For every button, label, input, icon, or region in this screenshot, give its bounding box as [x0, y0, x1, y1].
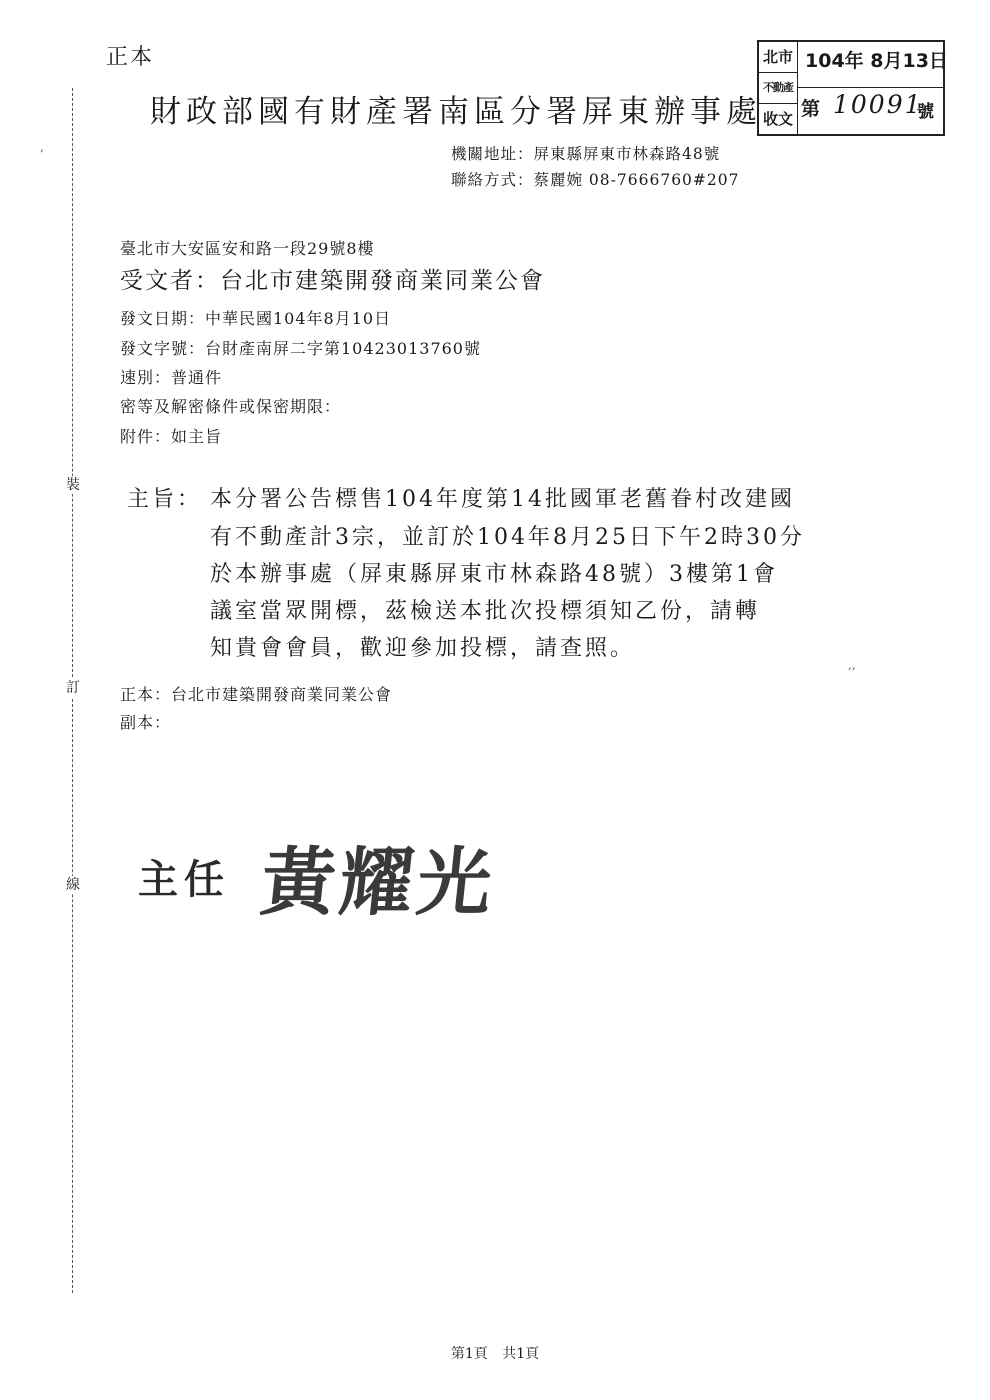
stamp-date: 104年 8月13日	[805, 50, 948, 72]
subject-line: 本分署公告標售104年度第14批國軍老舊眷村改建國	[210, 487, 795, 512]
attachment: 附件：如主旨	[120, 427, 223, 446]
agency-address: 機關地址：屏東縣屏東市林森路48號	[451, 145, 721, 163]
stamp-number: 10091	[833, 90, 923, 119]
receipt-stamp	[757, 40, 948, 136]
stamp-office-column	[759, 42, 798, 134]
stamp-number-label: 第	[801, 98, 821, 120]
secrecy-level: 密等及解密條件或保密期限：	[120, 397, 342, 416]
stamp-number-suffix: 號	[917, 102, 934, 122]
scan-speck: ,,	[848, 658, 856, 672]
agency-contact: 聯絡方式：蔡麗婉 08-7666760#207	[451, 171, 740, 189]
stamp-divider	[797, 87, 943, 88]
subject-line: 於本辦事處（屏東縣屏東市林森路48號）3樓第1會	[210, 562, 778, 587]
binding-mark-xian: 線	[63, 876, 83, 894]
stamp-office-sub: 不動產	[759, 73, 797, 104]
scan-speck: ,	[40, 140, 44, 154]
issuing-organization: 財政部國有財產署南區分署屏東辦事處	[150, 94, 762, 130]
binding-mark-zhuang: 裝	[63, 476, 83, 494]
signature-name: 黃耀光	[256, 840, 500, 926]
binding-mark-ding: 訂	[63, 679, 83, 697]
stamp-receipt: 收文	[762, 110, 793, 128]
signature-title: 主任	[138, 857, 230, 903]
subject-line: 知貴會會員，歡迎參加投標，請查照。	[210, 636, 636, 661]
delivery-speed: 速別：普通件	[120, 368, 223, 387]
subject-line: 議室當眾開標，茲檢送本批次投標須知乙份，請轉	[210, 599, 761, 624]
page-footer: 第1頁 共1頁	[450, 1346, 540, 1362]
document-number: 發文字號：台財產南屏二字第10423013760號	[120, 339, 481, 358]
distribution-original: 正本：台北市建築開發商業同業公會	[120, 685, 393, 704]
subject-line: 有不動產計3宗，並訂於104年8月25日下午2時30分	[210, 525, 805, 550]
stamp-office: 北市	[759, 42, 797, 73]
recipient-address: 臺北市大安區安和路一段29號8樓	[120, 239, 375, 258]
copy-type-label: 正本	[106, 45, 155, 70]
issue-date: 發文日期：中華民國104年8月10日	[120, 309, 392, 328]
subject-label: 主旨：	[127, 487, 203, 512]
distribution-copy: 副本：	[120, 713, 172, 732]
recipient: 受文者：台北市建築開發商業同業公會	[120, 268, 545, 294]
